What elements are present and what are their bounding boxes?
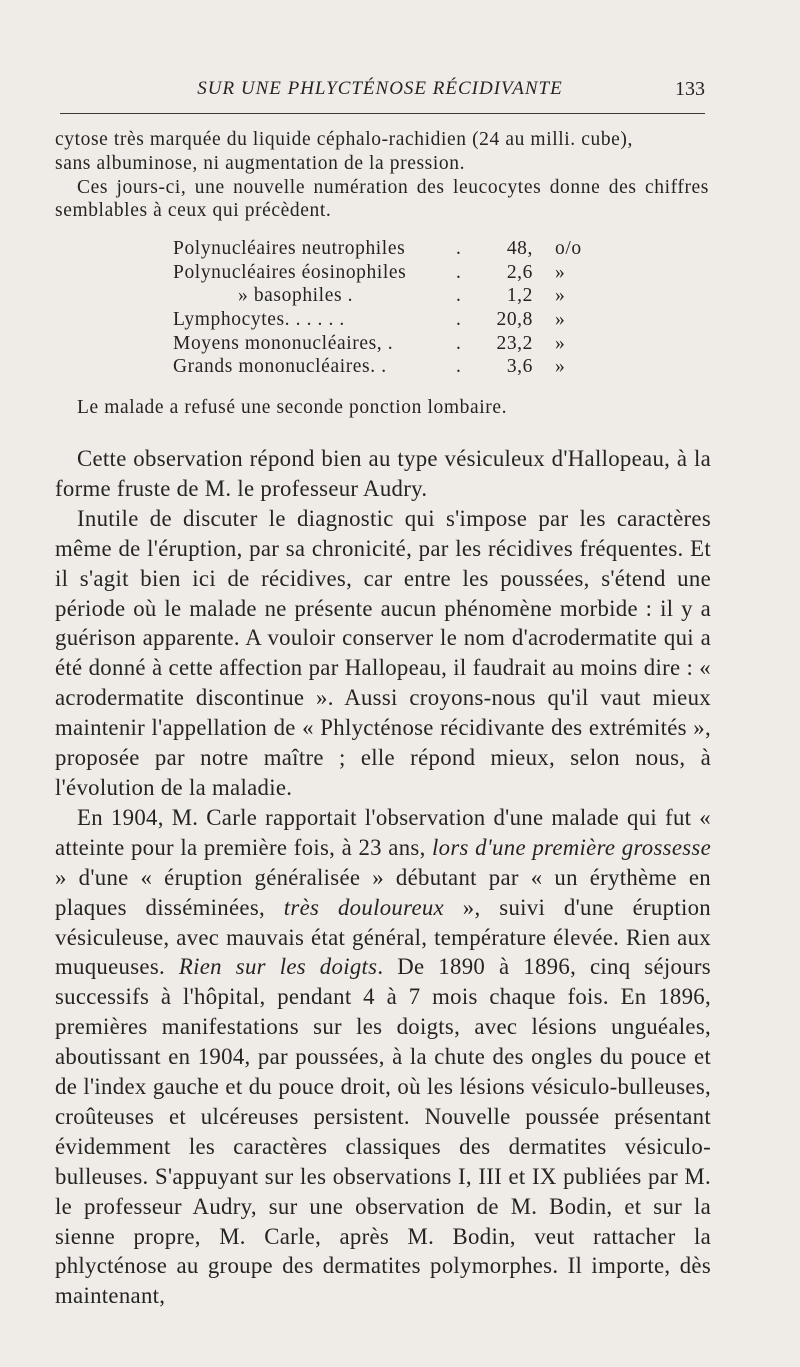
header-rule xyxy=(60,113,705,114)
leucocyte-count-table xyxy=(173,237,613,379)
count-label: Lymphocytes. . . . . . xyxy=(173,309,345,331)
count-dots: . xyxy=(456,356,462,378)
main-text xyxy=(55,444,711,1311)
count-unit: » xyxy=(555,285,566,307)
count-row xyxy=(173,284,613,308)
paragraph-observation: Cette observation répond bien au type vésiculeux d'Hallopeau, à la forme fruste de M. le professeur Audry. xyxy=(55,446,711,501)
count-label: Moyens mononucléaires, . xyxy=(173,332,394,354)
count-label: » basophiles . xyxy=(238,285,354,307)
count-dots: . xyxy=(456,261,462,283)
count-row xyxy=(173,237,613,261)
running-title: SUR UNE PHLYCTÉNOSE RÉCIDIVANTE xyxy=(197,78,563,99)
intro-line-2: sans albuminose, ni augmentation de la pression. xyxy=(55,152,466,174)
paragraph-diagnosis: Inutile de discuter le diagnostic qui s'impose par les caractères même de l'éruption, par sa chronicité, par les récidives fréquentes. Et il s'agit bien ici de récidives, car entre les poussées, s'étend une période où le malade ne présente aucun phénomène morbide : il y a guérison apparente. A vouloir conserver le nom d'acrodermatite qui a été donné à cette affection par Hallopeau, il faudrait au moins dire : « acrodermatite discontinue ». Aussi croyons-nous qu'il vaut mieux maintenir l'appellation de « Phlycténose récidivante des extrémités », proposée par notre maître ; elle répond mieux, selon nous, à l'évolution de la maladie. xyxy=(55,505,711,800)
count-value: 1,2 xyxy=(506,285,533,307)
count-label: Grands mononucléaires. . xyxy=(173,356,387,378)
count-dots: . xyxy=(456,309,462,331)
paragraph-carle xyxy=(55,803,711,1311)
count-label: Polynucléaires éosinophiles xyxy=(173,261,407,283)
italic-run: lors d'une première grossesse xyxy=(432,834,712,860)
refused-puncture-note: Le malade a refusé une seconde ponction lombaire. xyxy=(77,397,508,418)
page-number: 133 xyxy=(675,78,705,100)
count-unit: » xyxy=(555,261,566,283)
intro-block xyxy=(55,128,709,223)
count-value: 23,2 xyxy=(496,332,533,354)
count-row xyxy=(173,332,613,356)
text-run: . De 1890 à 1896, cinq séjours successifs à l'hôpital, pendant 4 à 7 mois chaque fois. En 1896, premières manifestations sur les doigts, avec lésions unguéales, aboutissant en 1904, par poussées, à la chute des ongles du pouce et de l'index gauche et du pouce droit, où les lésions vésiculo-bulleuses, croûteuses et ulcéreuses persistent. Nouvelle poussée présentant évidemment les caractères classiques des dermatites vésiculo-bulleuses. S'appuyant sur les observations I, III et IX publiées par M. le professeur Audry, sur une observation de M. Bodin, et sur la sienne propre, M. Carle, après M. Bodin, veut rattacher la phlycténose au groupe des dermatites polymorphes. Il importe, dès maintenant, xyxy=(55,954,711,1309)
count-unit: » xyxy=(555,309,566,331)
italic-run: très douloureux xyxy=(283,894,444,920)
count-dots: . xyxy=(456,238,462,259)
italic-run: Rien sur les doigts xyxy=(178,954,378,980)
text-run: », suivi d'une éruption vésiculeuse, avec mauvais état général, température élevée. Rien aux muqueuses. xyxy=(55,894,711,980)
count-value: 20,8 xyxy=(496,309,533,331)
page-header xyxy=(55,78,705,108)
count-unit: » xyxy=(555,356,566,378)
count-value: 48, xyxy=(506,238,533,259)
count-value: 3,6 xyxy=(506,356,533,378)
count-dots: . xyxy=(456,285,462,307)
count-row xyxy=(173,355,613,379)
text-run: En 1904, M. Carle rapportait l'observation d'une malade qui fut « atteinte pour la première fois, à 23 ans, xyxy=(55,804,711,860)
count-row xyxy=(173,261,613,285)
text-run: » d'une « éruption généralisée » débutant par « un érythème en plaques disséminées, xyxy=(55,864,711,920)
count-label: Polynucléaires neutrophiles xyxy=(173,238,406,259)
count-dots: . xyxy=(456,332,462,354)
intro-line-1: cytose très marquée du liquide céphalo-rachidien (24 au milli. cube), xyxy=(55,129,633,150)
intro-paragraph-2: Ces jours-ci, une nouvelle numération des leucocytes donne des chiffres semblables à ceux qui précèdent. xyxy=(55,176,709,222)
count-unit: » xyxy=(555,332,566,354)
count-unit: o/o xyxy=(555,238,582,259)
count-row xyxy=(173,308,613,332)
count-value: 2,6 xyxy=(506,261,533,283)
